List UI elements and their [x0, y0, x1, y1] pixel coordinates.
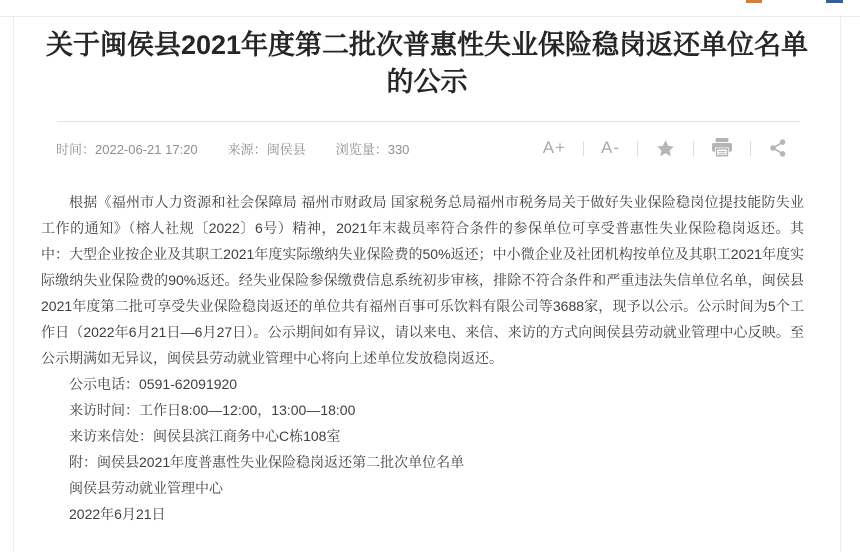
clipped-orange-button-fragment	[746, 0, 762, 3]
article-toolbar	[543, 138, 788, 159]
share-icon[interactable]	[768, 138, 788, 158]
visit-hours-line: 来访时间：工作日8:00—12:00，13:00—18:00	[69, 402, 356, 418]
favorite-star-icon[interactable]	[655, 138, 676, 159]
meta-row	[56, 135, 788, 161]
view-count	[336, 139, 410, 158]
page-title: 关于闽侯县2021年度第二批次普惠性失业保险稳岗返还单位名单的公示	[45, 30, 809, 97]
toolbar-divider	[750, 141, 751, 156]
attachment-line: 附：闽侯县2021年度普惠性失业保险稳岗返还第二批次单位名单	[69, 454, 465, 470]
address-line: 来访来信处：闽侯县滨江商务中心C栋108室	[69, 428, 341, 444]
print-icon[interactable]	[711, 138, 733, 158]
title-divider	[57, 121, 800, 122]
font-increase-button[interactable]: A+	[542, 138, 566, 157]
issuer-line: 闽侯县劳动就业管理中心	[69, 480, 223, 496]
top-edge-strip	[0, 0, 860, 17]
toolbar-divider	[583, 141, 584, 156]
views-value: 330	[387, 141, 410, 157]
views-label: 浏览量：	[335, 141, 388, 157]
announcement-paragraph: 根据《福州市人力资源和社会保障局 福州市财政局 国家税务总局福州市税务局关于做好失业保险稳岗位提技能防失业工作的通知》（榕人社规〔2022〕6号）精神，2021年末裁员率符合条件的参保单位可享受普惠性失业保险稳岗返还。其中：大型企业按企业及其职工2021年度实际缴纳失业保险费的50%返还；中小微企业及社团机构按单位及其职工2021年度实际缴纳失业保险费的90%返还。经失业保险参保缴费信息系统初步审核，排除不符合条件和严重违法失信单位名单，闽侯县2021年度第二批可享受失业保险稳岗返还的单位共有福州百事可乐饮料有限公司等3688家，现予以公示。公示时间为5个工作日（2022年6月21日—6月27日）。公示期间如有异议，请以来电、来信、来访的方式向闽侯县劳动就业管理中心反映。至公示期满如无异议，闽侯县劳动就业管理中心将向上述单位发放稳岗返还。	[41, 194, 804, 366]
time-label: 时间：	[56, 141, 96, 157]
toolbar-divider	[637, 141, 638, 156]
source-value: 闽侯县	[266, 141, 306, 157]
toolbar-divider	[693, 141, 694, 156]
article-body	[41, 189, 804, 527]
source	[228, 139, 306, 158]
publish-time	[56, 139, 198, 158]
clipped-blue-button-fragment	[826, 0, 843, 3]
announcement-card	[13, 17, 841, 552]
source-label: 来源：	[227, 141, 267, 157]
article-meta	[56, 139, 439, 158]
font-decrease-button[interactable]: A-	[601, 138, 620, 157]
phone-line: 公示电话：0591-62091920	[69, 376, 238, 392]
date-line: 2022年6月21日	[69, 506, 166, 522]
time-value: 2022-06-21 17:20	[95, 141, 198, 157]
